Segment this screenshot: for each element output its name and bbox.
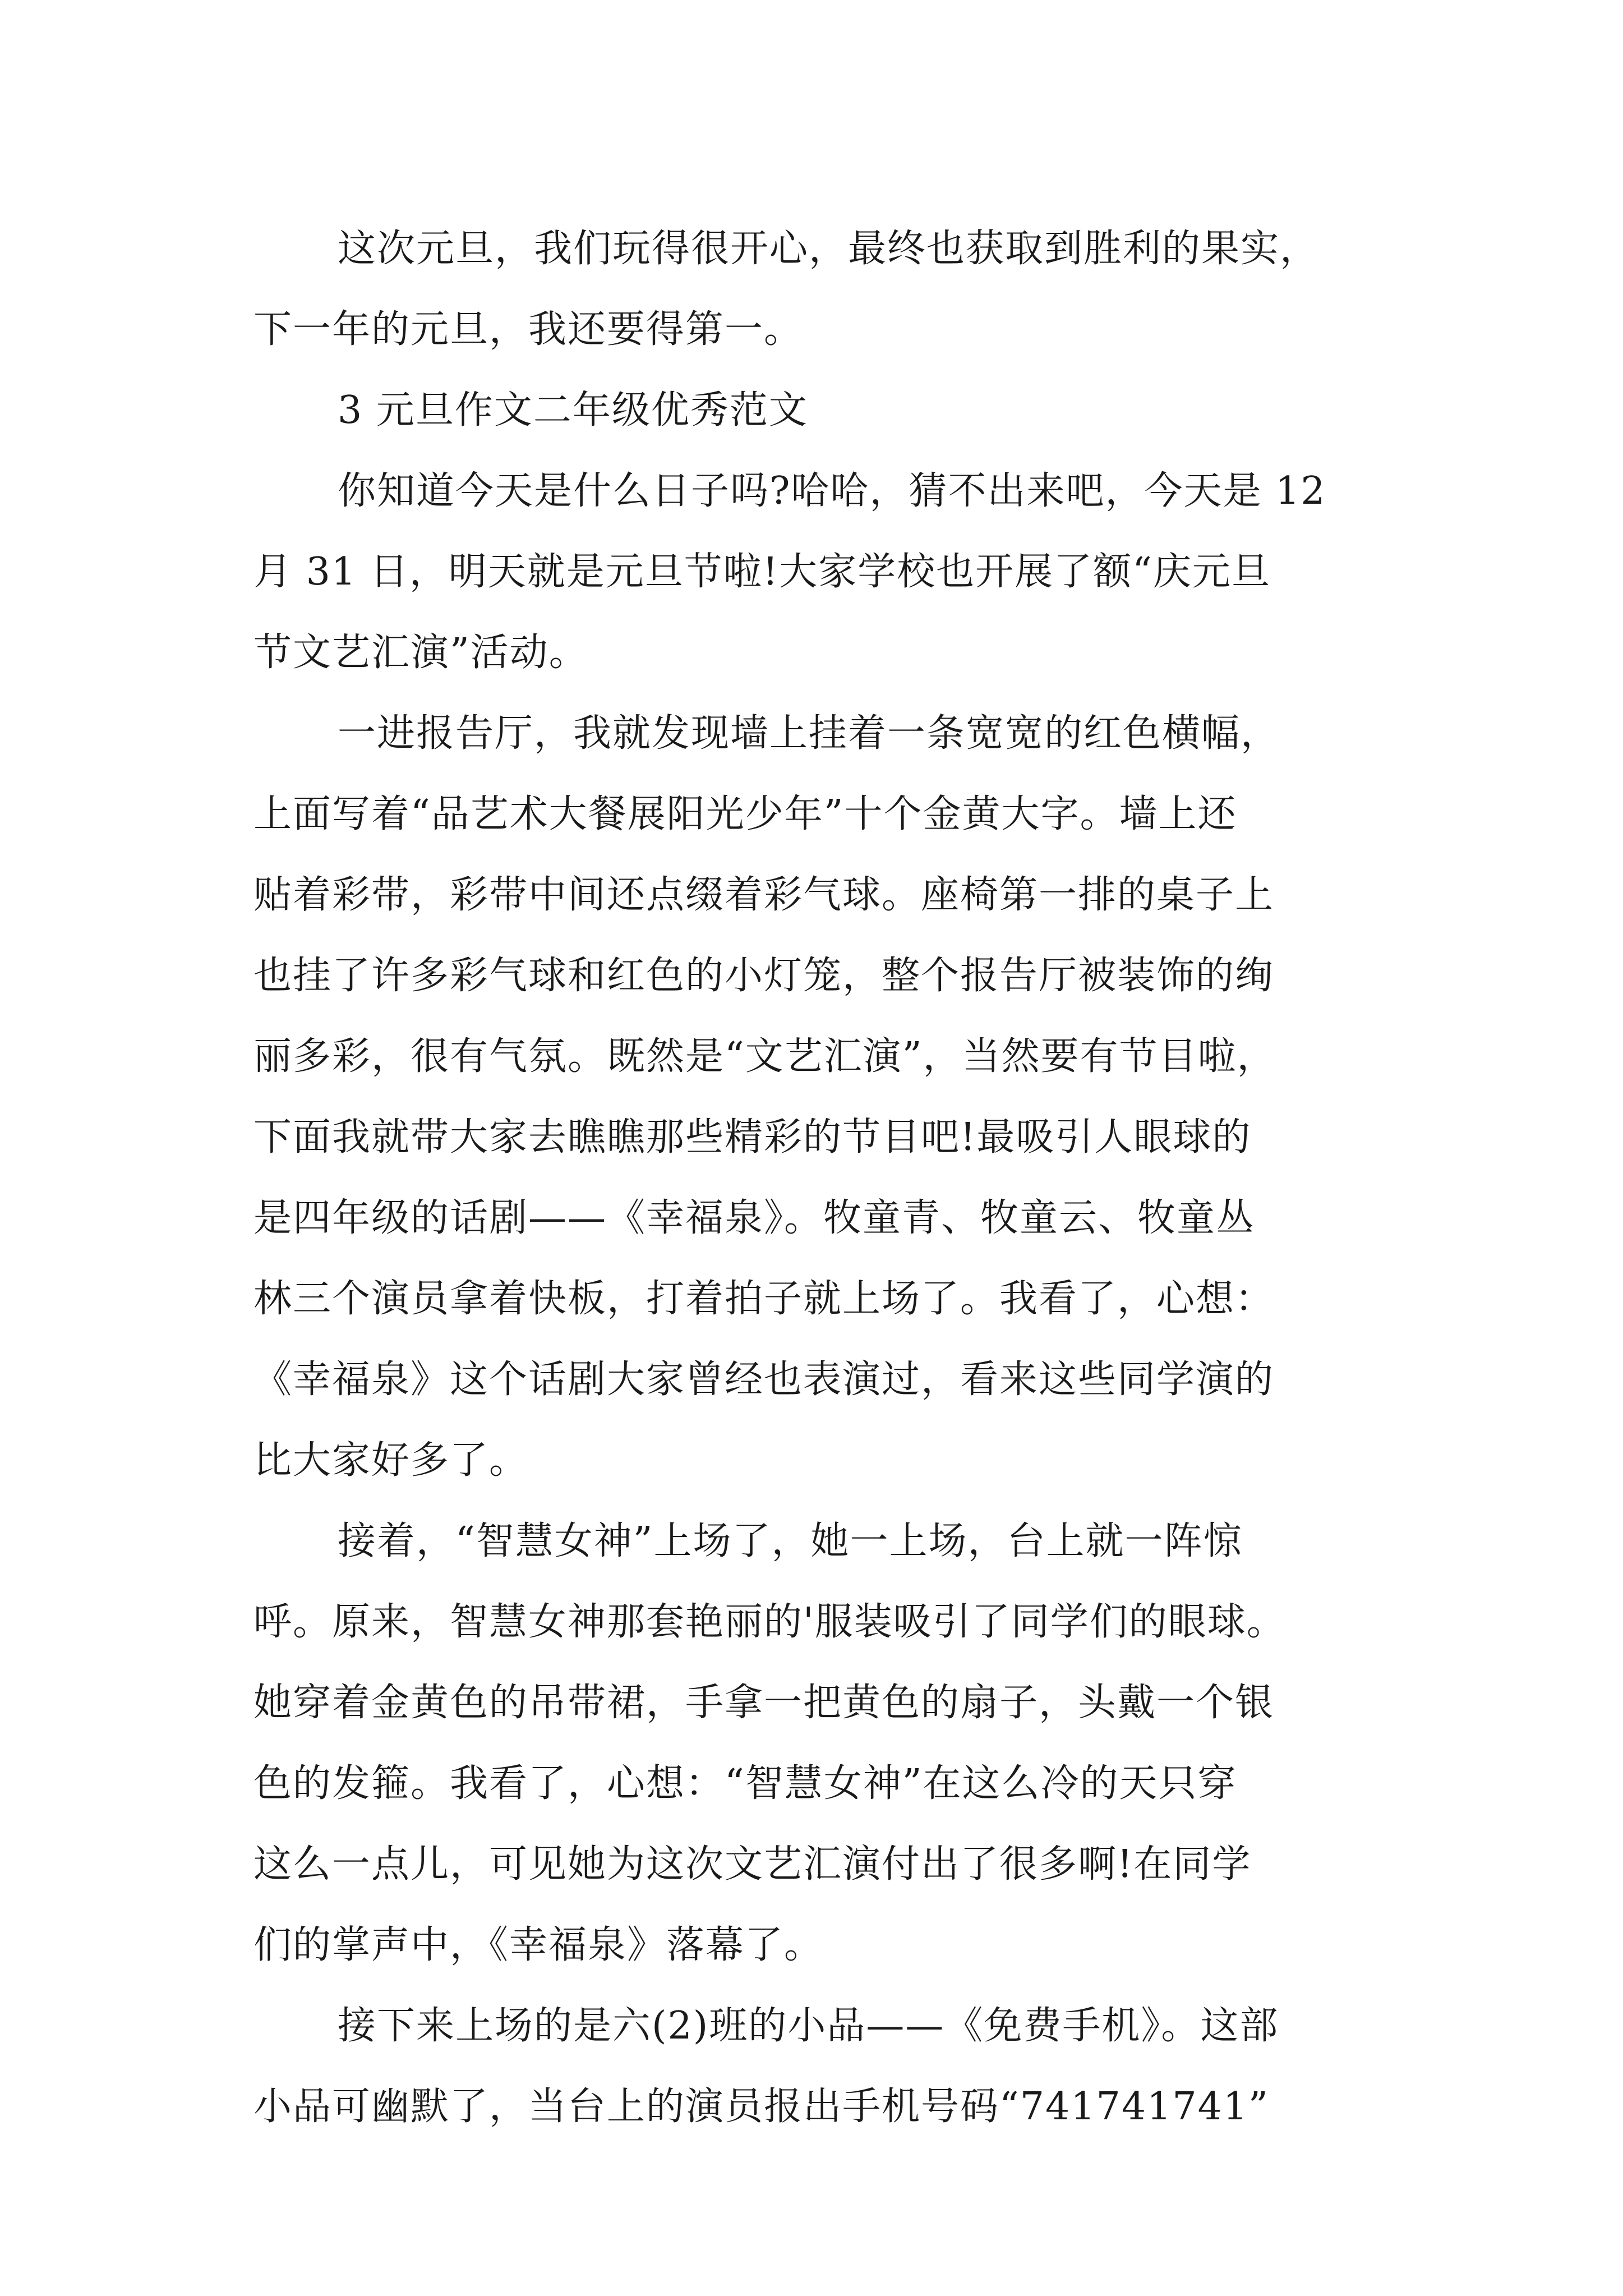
text-line: 节文艺汇演”活动。 <box>253 631 588 675</box>
text-line: 她穿着金黄色的吊带裙，手拿一把黄色的扇子，头戴一个银 <box>253 1681 1275 1725</box>
text-line: 小品可幽默了，当台上的演员报出手机号码“741741741” <box>253 2085 1269 2129</box>
text-line: 是四年级的话剧——《幸福泉》。牧童青、牧童云、牧童丛 <box>253 1196 1256 1240</box>
essay-text <box>253 209 1398 2147</box>
text-line: 3 元旦作文二年级优秀范文 <box>338 388 808 432</box>
text-line: 呼。原来，智慧女神那套艳丽的'服装吸引了同学们的眼球。 <box>253 1600 1286 1644</box>
text-line: 也挂了许多彩气球和红色的小灯笼，整个报告厅被装饰的绚 <box>253 954 1275 998</box>
text-line: 接着，“智慧女神”上场了，她一上场，台上就一阵惊 <box>338 1519 1243 1563</box>
text-line: 林三个演员拿着快板，打着拍子就上场了。我看了，心想： <box>253 1277 1275 1321</box>
text-line: 一进报告厅，我就发现墙上挂着一条宽宽的红色横幅， <box>338 711 1280 756</box>
text-line: 上面写着“品艺术大餐展阳光少年”十个金黄大字。墙上还 <box>253 792 1237 836</box>
text-line: 色的发箍。我看了，心想：“智慧女神”在这么冷的天只穿 <box>253 1761 1237 1806</box>
text-line: 丽多彩，很有气氛。既然是“文艺汇演”，当然要有节目啦， <box>253 1034 1276 1079</box>
text-line: 你知道今天是什么日子吗?哈哈，猜不出来吧，今天是 12 <box>338 469 1326 513</box>
text-line: 这次元旦，我们玩得很开心，最终也获取到胜利的果实， <box>338 227 1320 271</box>
text-line: 这么一点儿，可见她为这次文艺汇演付出了很多啊!在同学 <box>253 1842 1252 1887</box>
text-line: 下一年的元旦，我还要得第一。 <box>253 307 804 352</box>
text-line: 比大家好多了。 <box>253 1438 529 1483</box>
text-line: 贴着彩带，彩带中间还点缀着彩气球。座椅第一排的桌子上 <box>253 873 1275 917</box>
text-line: 月 31 日，明天就是元旦节啦!大家学校也开展了额“庆元旦 <box>253 550 1271 594</box>
text-line: 们的掌声中，《幸福泉》落幕了。 <box>253 1923 824 1967</box>
text-line: 接下来上场的是六(2)班的小品——《免费手机》。这部 <box>338 2004 1279 2048</box>
text-line: 下面我就带大家去瞧瞧那些精彩的节目吧!最吸引人眼球的 <box>253 1115 1252 1159</box>
text-line: 《幸福泉》这个话剧大家曾经也表演过，看来这些同学演的 <box>253 1358 1275 1402</box>
